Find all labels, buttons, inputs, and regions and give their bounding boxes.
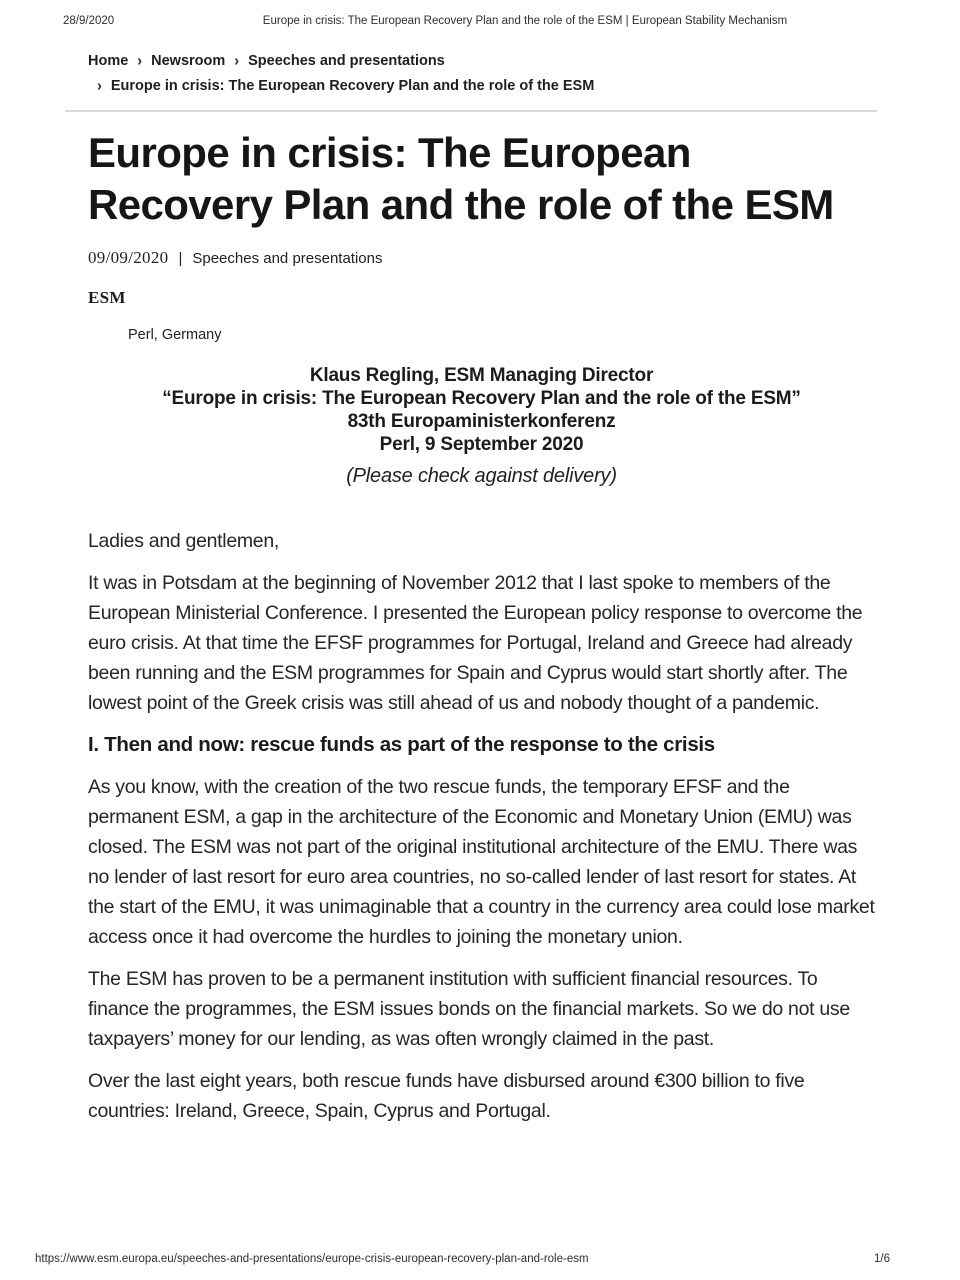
paragraph: The ESM has proven to be a permanent institution with sufficient financial resources. To finance the programmes, the ESM issues bonds on the financial markets. So we do not use taxpayers’ money for our lending, as was often wrongly claimed in the past. — [88, 968, 850, 1050]
speech-body — [88, 526, 875, 1126]
print-footer — [35, 1253, 890, 1265]
article-location: Perl, Germany — [128, 327, 222, 343]
page-title: Europe in crisis: The European Recovery Plan and the role of the ESM — [88, 129, 834, 228]
breadcrumb-home: Home — [88, 53, 129, 69]
speech-event: 83th Europaministerkonferenz — [347, 411, 616, 432]
section-heading: I. Then and now: rescue funds as part of the response to the crisis — [88, 733, 715, 756]
speech-place-date: Perl, 9 September 2020 — [379, 434, 584, 455]
footer-url: https://www.esm.europa.eu/speeches-and-presentations/europe-crisis-european-recovery-plan-and-role-esm — [35, 1253, 589, 1265]
article-category: Speeches and presentations — [192, 250, 383, 267]
divider — [65, 110, 877, 112]
article-content — [88, 49, 875, 1138]
chevron-right-icon: › — [97, 77, 102, 95]
print-header — [0, 15, 960, 29]
speech-speaker: Klaus Regling, ESM Managing Director — [309, 365, 654, 386]
speech-title: “Europe in crisis: The European Recovery Plan and the role of the ESM” — [162, 388, 801, 409]
article-date: 09/09/2020 — [88, 248, 169, 267]
paragraph: As you know, with the creation of the two rescue funds, the temporary EFSF and the permanent ESM, a gap in the architecture of the Economic and Monetary Union (EMU) was closed. The ESM was not part of the original institutional architecture of the EMU. There was no lender of last resort for euro area countries, no so-called lender of last resort for states. At the start of the EMU, it was unimaginable that a country in the currency area could lose market access once it had overcome the hurdles to joining the monetary union. — [88, 776, 875, 948]
article-author: ESM — [88, 288, 126, 307]
article-meta — [88, 248, 875, 268]
chevron-right-icon: › — [234, 52, 240, 70]
breadcrumb-newsroom: Newsroom — [151, 53, 226, 69]
print-date: 28/9/2020 — [63, 15, 115, 27]
breadcrumb-row-1 — [88, 49, 875, 74]
breadcrumb-speeches-and-presentations: Speeches and presentations — [248, 53, 445, 69]
salutation: Ladies and gentlemen, — [88, 530, 280, 552]
print-title: Europe in crisis: The European Recovery Plan and the role of the ESM | European Stability Mechanism — [262, 15, 788, 27]
paragraph-intro: It was in Potsdam at the beginning of November 2012 that I last spoke to members of the European Ministerial Conference. I presented the European policy response to overcome the euro crisis. At that time the EFSF programmes for Portugal, Ireland and Greece had already been running and the ESM programmes for Spain and Cyprus would start shortly after. The lowest point of the Greek crisis was still ahead of us and nobody thought of a pandemic. — [88, 572, 863, 714]
page-number: 1/6 — [874, 1253, 890, 1265]
meta-separator: | — [178, 250, 183, 267]
breadcrumb-current: Europe in crisis: The European Recovery Plan and the role of the ESM — [110, 78, 595, 94]
breadcrumb-row-2 — [88, 74, 875, 99]
paragraph: Over the last eight years, both rescue funds have disbursed around €300 billion to five countries: Ireland, Greece, Spain, Cyprus and Portugal. — [88, 1070, 805, 1122]
delivery-note: (Please check against delivery) — [346, 465, 617, 487]
breadcrumb — [88, 49, 875, 99]
chevron-right-icon: › — [137, 52, 143, 70]
speech-header — [88, 364, 875, 488]
